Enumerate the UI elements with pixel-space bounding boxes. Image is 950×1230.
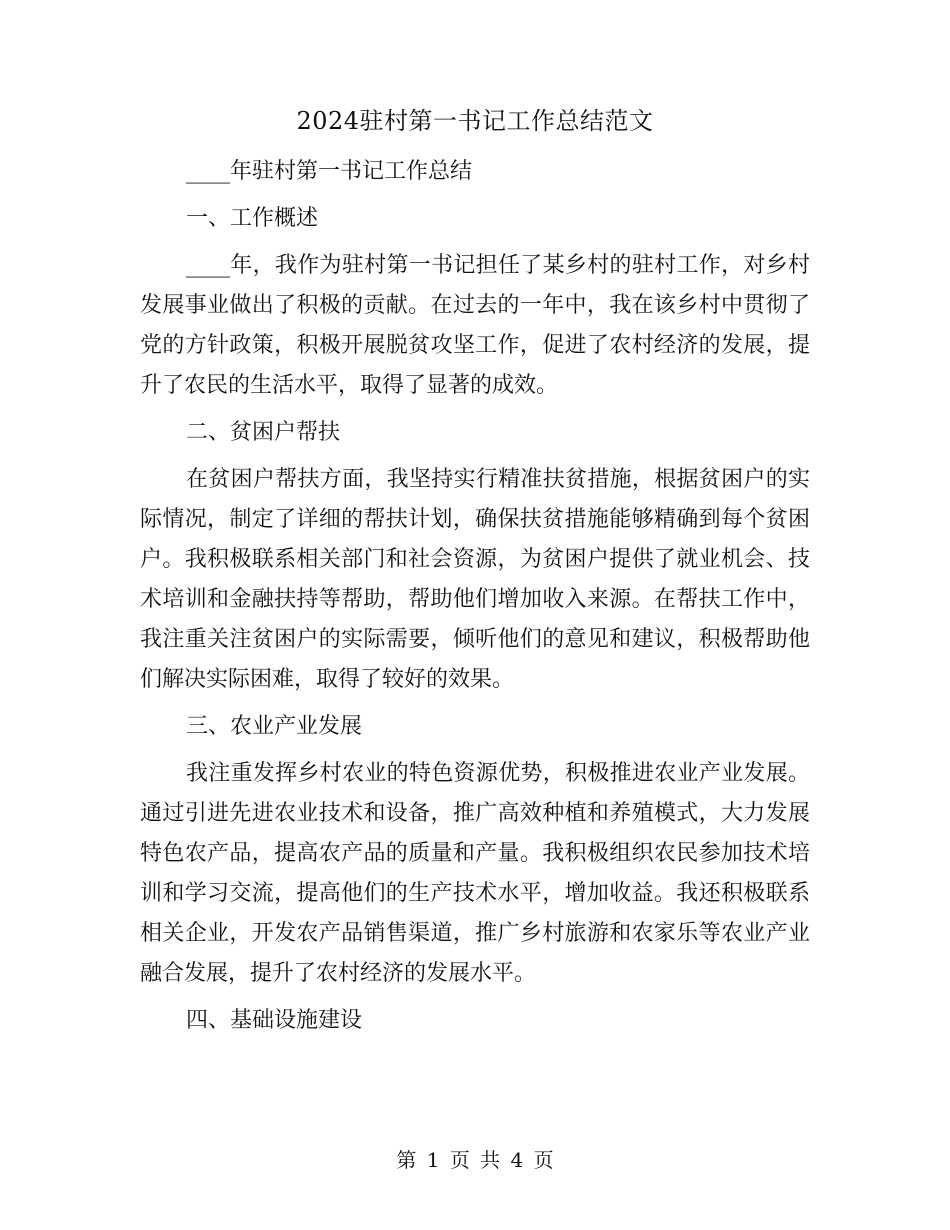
document-title: 2024驻村第一书记工作总结范文	[296, 107, 654, 135]
document-body	[140, 152, 810, 1048]
document-subtitle: ____年驻村第一书记工作总结	[186, 159, 473, 184]
section-paragraph-agriculture: 我注重发挥乡村农业的特色资源优势，积极推进农业产业发展。通过引进先进农业技术和设备，推广高效种植和养殖模式，大力发展特色农产品，提高农产品的质量和产量。我积极组织农民参加技术培训和学习交流，提高他们的生产技术水平，增加收益。我还积极联系相关企业，开发农产品销售渠道，推广乡村旅游和农家乐等农业产业融合发展，提升了农村经济的发展水平。	[140, 761, 810, 986]
section-heading-infrastructure: 四、基础设施建设	[186, 1008, 363, 1033]
section-paragraph-poverty-aid: 在贫困户帮扶方面，我坚持实行精准扶贫措施，根据贫困户的实际情况，制定了详细的帮扶计划，确保扶贫措施能够精确到每个贫困户。我积极联系相关部门和社会资源，为贫困户提供了就业机会、技术培训和金融扶持等帮助，帮助他们增加收入来源。在帮扶工作中，我注重关注贫困户的实际需要，倾听他们的意见和建议，积极帮助他们解决实际困难，取得了较好的效果。	[140, 467, 810, 692]
section-heading-agriculture: 三、农业产业发展	[186, 714, 363, 739]
section-heading-overview: 一、工作概述	[186, 206, 319, 231]
section-heading-poverty-aid: 二、贫困户帮扶	[186, 420, 341, 445]
section-paragraph-overview: ____年，我作为驻村第一书记担任了某乡村的驻村工作，对乡村发展事业做出了积极的贡献。在过去的一年中，我在该乡村中贯彻了党的方针政策，积极开展脱贫攻坚工作，促进了农村经济的发展，提升了农民的生活水平，取得了显著的成效。	[140, 253, 810, 398]
page-number-footer: 第 1 页 共 4 页	[396, 1148, 554, 1172]
